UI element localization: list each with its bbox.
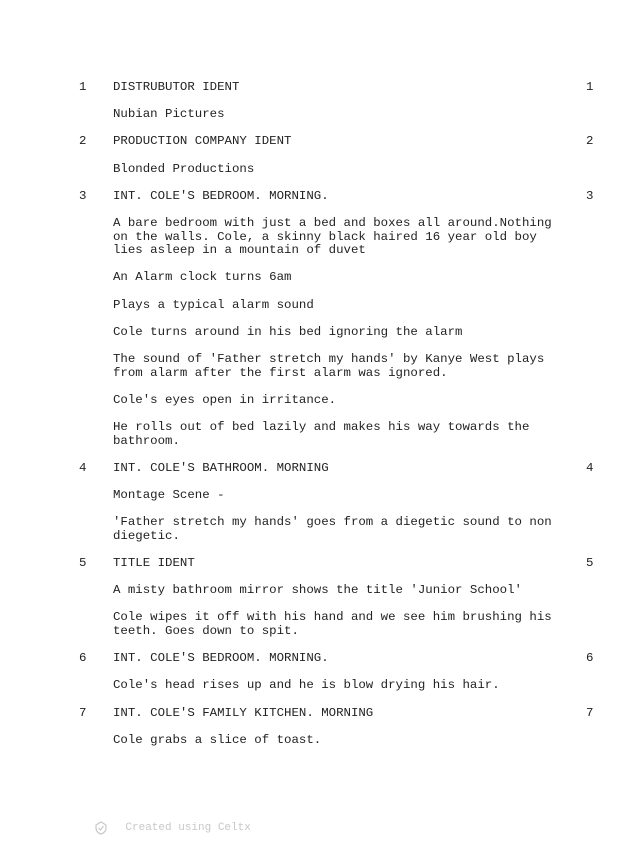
action-line: lies asleep in a mountain of duvet [113, 243, 366, 258]
action-line: on the walls. Cole, a skinny black haired 16 year old boy [113, 229, 537, 244]
action-line: diegetic. [113, 528, 180, 543]
scene-heading: TITLE IDENT [113, 556, 195, 570]
scene-heading: PRODUCTION COMPANY IDENT [113, 134, 292, 149]
footer-credit [95, 797, 251, 859]
action-line: Cole's head rises up and he is blow drying his hair. [113, 678, 500, 693]
action-line: The sound of 'Father stretch my hands' by Kanye West plays [113, 352, 545, 366]
scene-number-left: 4 [79, 460, 87, 475]
scene-heading: INT. COLE'S BEDROOM. MORNING. [113, 188, 329, 203]
scene-number-right: 2 [586, 134, 594, 149]
action-line: A misty bathroom mirror shows the title 'Junior School' [113, 583, 522, 598]
scene-number-right: 1 [586, 80, 594, 94]
action-line: from alarm after the first alarm was ignored. [113, 365, 448, 380]
action-line: Cole grabs a slice of toast. [113, 732, 322, 747]
action-line: A bare bedroom with just a bed and boxes all around.Nothing [113, 216, 552, 230]
celtx-logo-icon [95, 797, 121, 859]
action-line: An Alarm clock turns 6am [113, 270, 292, 285]
action-line: Montage Scene - [113, 488, 225, 502]
action-line: Plays a typical alarm sound [113, 297, 314, 312]
action-line: teeth. Goes down to spit. [113, 624, 299, 638]
scene-number-right: 4 [586, 460, 594, 475]
scene-number-left: 1 [79, 80, 87, 94]
action-line: Blonded Productions [113, 161, 255, 176]
scene-number-right: 7 [586, 705, 594, 720]
scene-heading: INT. COLE'S BATHROOM. MORNING [113, 460, 329, 475]
action-line: bathroom. [113, 433, 180, 448]
action-line: He rolls out of bed lazily and makes his way towards the [113, 420, 530, 434]
scene-heading: INT. COLE'S FAMILY KITCHEN. MORNING [113, 705, 374, 720]
scene-number-left: 7 [79, 705, 87, 720]
scene-number-left: 2 [79, 134, 87, 149]
action-line: Cole wipes it off with his hand and we see him brushing his [113, 610, 552, 625]
action-line: Nubian Pictures [113, 107, 225, 122]
scene-number-left: 3 [79, 188, 87, 203]
scene-heading: DISTRUBUTOR IDENT [113, 80, 240, 94]
action-line: 'Father stretch my hands' goes from a diegetic sound to non [113, 515, 552, 530]
scene-number-right: 6 [586, 651, 594, 666]
scene-heading: INT. COLE'S BEDROOM. MORNING. [113, 651, 329, 666]
scene-number-right: 3 [586, 188, 594, 203]
scene-number-right: 5 [586, 556, 594, 570]
action-line: Cole turns around in his bed ignoring the alarm [113, 324, 463, 339]
action-line: Cole's eyes open in irritance. [113, 392, 337, 407]
scene-number-left: 5 [79, 556, 87, 570]
scene-number-left: 6 [79, 651, 87, 666]
footer-text: Created using Celtx [125, 822, 251, 834]
